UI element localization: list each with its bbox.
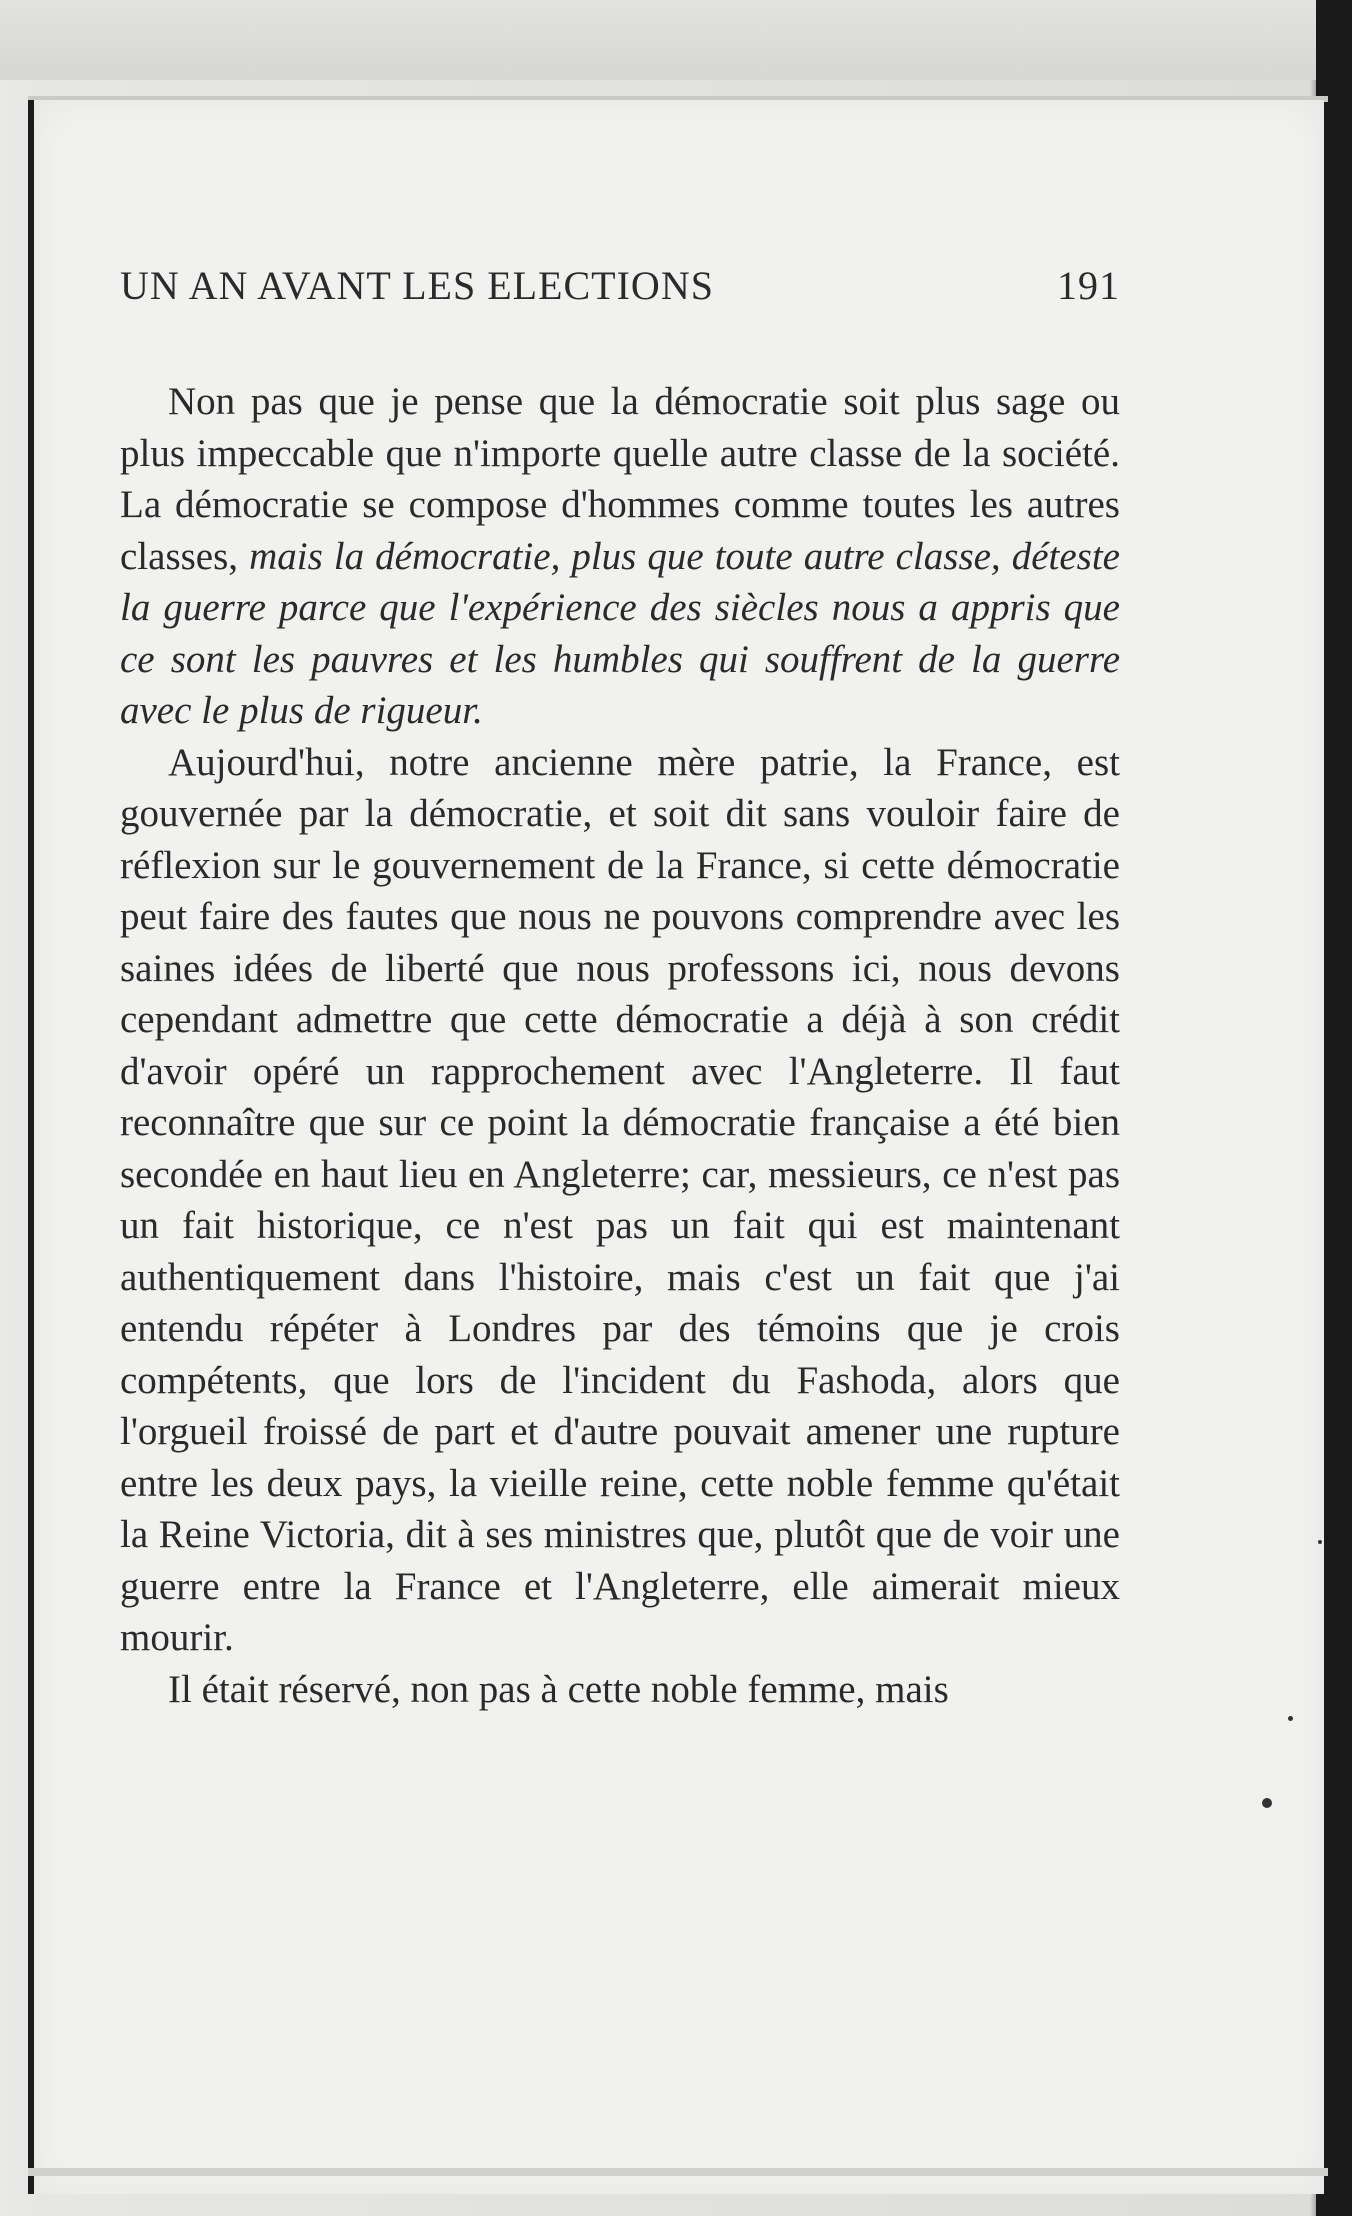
paragraph-text: Aujourd'hui, notre ancienne mère patrie, la France, est gouvernée par la démocratie, et soit dit sans vouloir faire de réflexion sur le gouvernement de la France, si cette démocratie peut faire des fautes que nous ne pouvons comprendre avec les saines idées de liberté que nous professons ici, nous devons cependant admettre que cette démocratie a déjà à son crédit d'avoir opéré un rapprochement avec l'Angleterre. Il faut reconnaître que sur ce point la démocratie française a été bien secondée en haut lieu en Angleterre; car, messieurs, ce n'est pas un fait historique, ce n'est pas un fait qui est maintenant authentiquement dans l'histoire, mais c'est un fait que j'ai entendu répéter à Londres par des témoins que je crois compétents, que lors de l'incident du Fashoda, alors que l'orgueil froissé de part et d'autre pouvait amener une rupture entre les deux pays, la vieille reine, cette noble femme qu'était la Reine Victoria, dit à ses ministres que, plutôt que de voir une guerre entre la France et l'Angleterre, elle aimerait mieux mourir. — [120, 740, 1120, 1659]
running-head-title: UN AN AVANT LES ELECTIONS — [120, 263, 714, 308]
ink-spot — [1318, 1540, 1322, 1544]
running-head — [120, 262, 1120, 309]
paragraph — [120, 737, 1120, 1664]
paragraph — [120, 1664, 1120, 1716]
paragraph-text: Il était réservé, non pas à cette noble femme, mais — [168, 1667, 949, 1711]
paragraph-italic-text: mais la démocratie, plus que toute autre classe, déteste la guerre parce que l'expérience des siècles nous a appris que ce sont les pauvres et les humbles qui souffrent de la guerre avec le plus de rigueur. — [120, 534, 1120, 732]
body-text — [120, 376, 1120, 1715]
paragraph — [120, 376, 1120, 737]
ink-spot — [1288, 1716, 1293, 1721]
page-number: 191 — [1057, 263, 1120, 308]
page-bottom-edge — [28, 2168, 1328, 2176]
scan-top-strip — [0, 0, 1352, 80]
ink-spot — [1262, 1798, 1272, 1808]
paragraph-text: Non pas que je pense que la démocratie soit plus sage ou plus impeccable que n'importe quelle autre classe de la société. La démocratie se compose d'hommes comme toutes les autres classes, — [120, 380, 1120, 578]
